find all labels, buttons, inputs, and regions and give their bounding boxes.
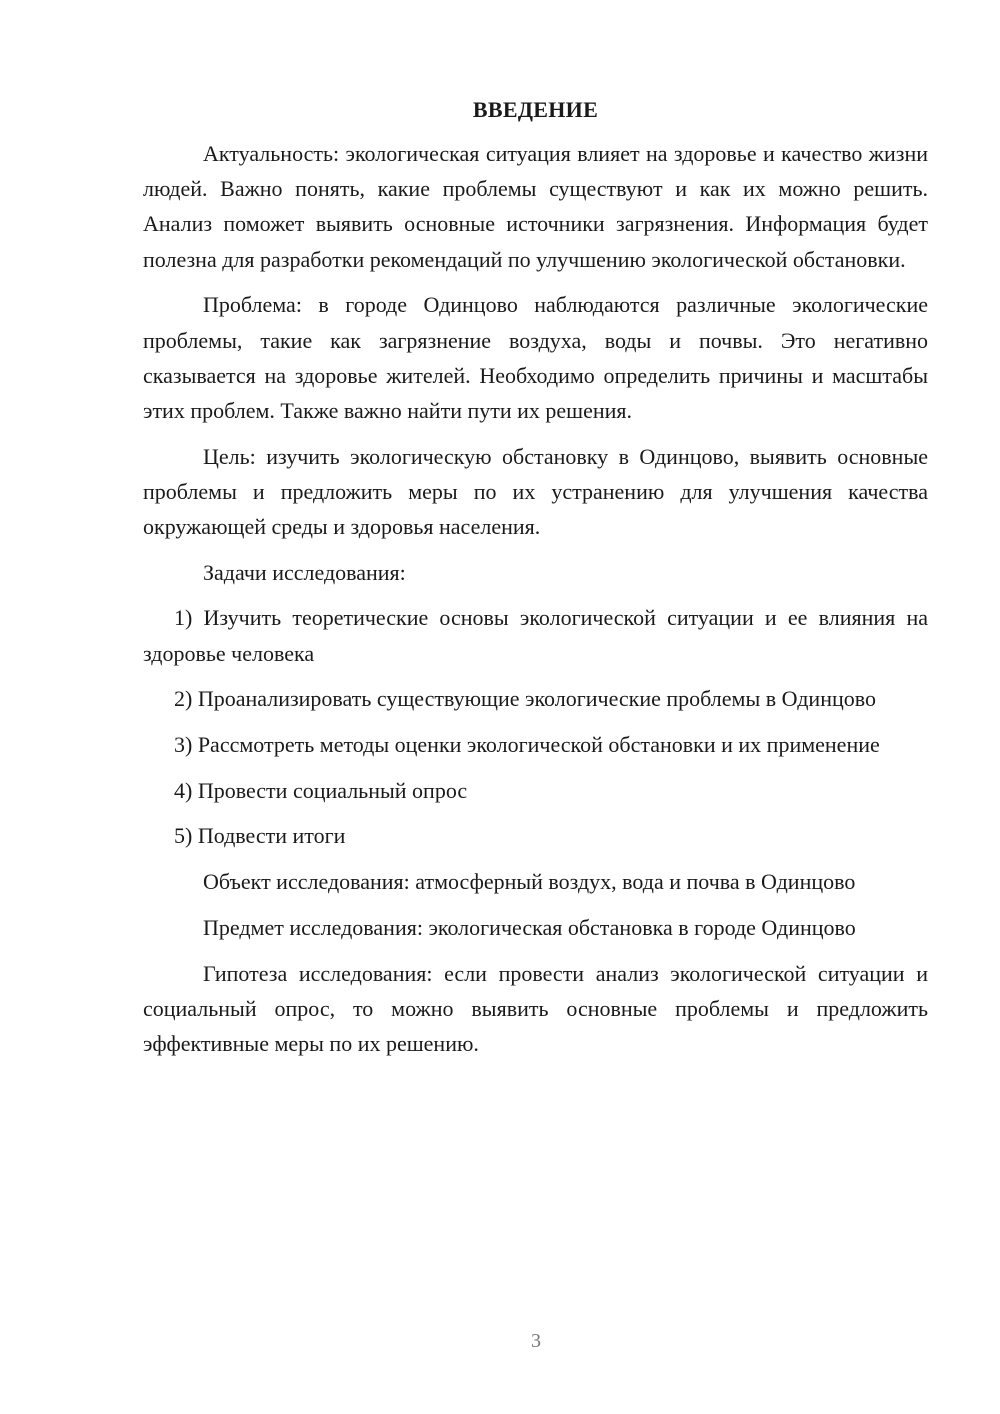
tasks-list: [143, 600, 928, 853]
page-number: 3: [531, 1330, 541, 1352]
task-item-5: 5) Подвести итоги: [174, 823, 346, 849]
paragraph-hypothesis: Гипотеза исследования: если провести анализ экологической ситуации и социальный опрос, то можно выявить основные проблемы и предложить эффективные меры по их решению.: [143, 960, 928, 1056]
task-item-3: 3) Рассмотреть методы оценки экологической обстановки и их применение: [174, 732, 880, 758]
document-page: [143, 92, 928, 1072]
paragraph-object: Объект исследования: атмосферный воздух, вода и почва в Одинцово: [203, 869, 856, 895]
section-title: ВВЕДЕНИЕ: [472, 97, 599, 122]
paragraph-relevance: Актуальность: экологическая ситуация влияет на здоровье и качество жизни людей. Важно понять, какие проблемы существуют и как их можно решить. Анализ поможет выявить основные источники загрязнения. Информация будет полезна для разработки рекомендаций по улучшению экологической обстановки.: [143, 141, 928, 272]
task-item-4: 4) Провести социальный опрос: [174, 777, 468, 803]
paragraph-subject: Предмет исследования: экологическая обстановка в городе Одинцово: [203, 914, 856, 940]
paragraph-goal: Цель: изучить экологическую обстановку в Одинцово, выявить основные проблемы и предложить меры по их устранению для улучшения качества окружающей среды и здоровья населения.: [143, 443, 928, 540]
task-item-1: 1) Изучить теоретические основы экологической ситуации и ее влияния на здоровье человека: [143, 605, 928, 666]
paragraph-problem: Проблема: в городе Одинцово наблюдаются различные экологические проблемы, такие как загрязнение воздуха, воды и почвы. Это негативно сказывается на здоровье жителей. Необходимо определить причины и масштабы этих проблем. Также важно найти пути их решения.: [143, 292, 928, 423]
task-item-2: 2) Проанализировать существующие экологические проблемы в Одинцово: [174, 686, 876, 712]
tasks-heading: Задачи исследования:: [203, 559, 406, 585]
